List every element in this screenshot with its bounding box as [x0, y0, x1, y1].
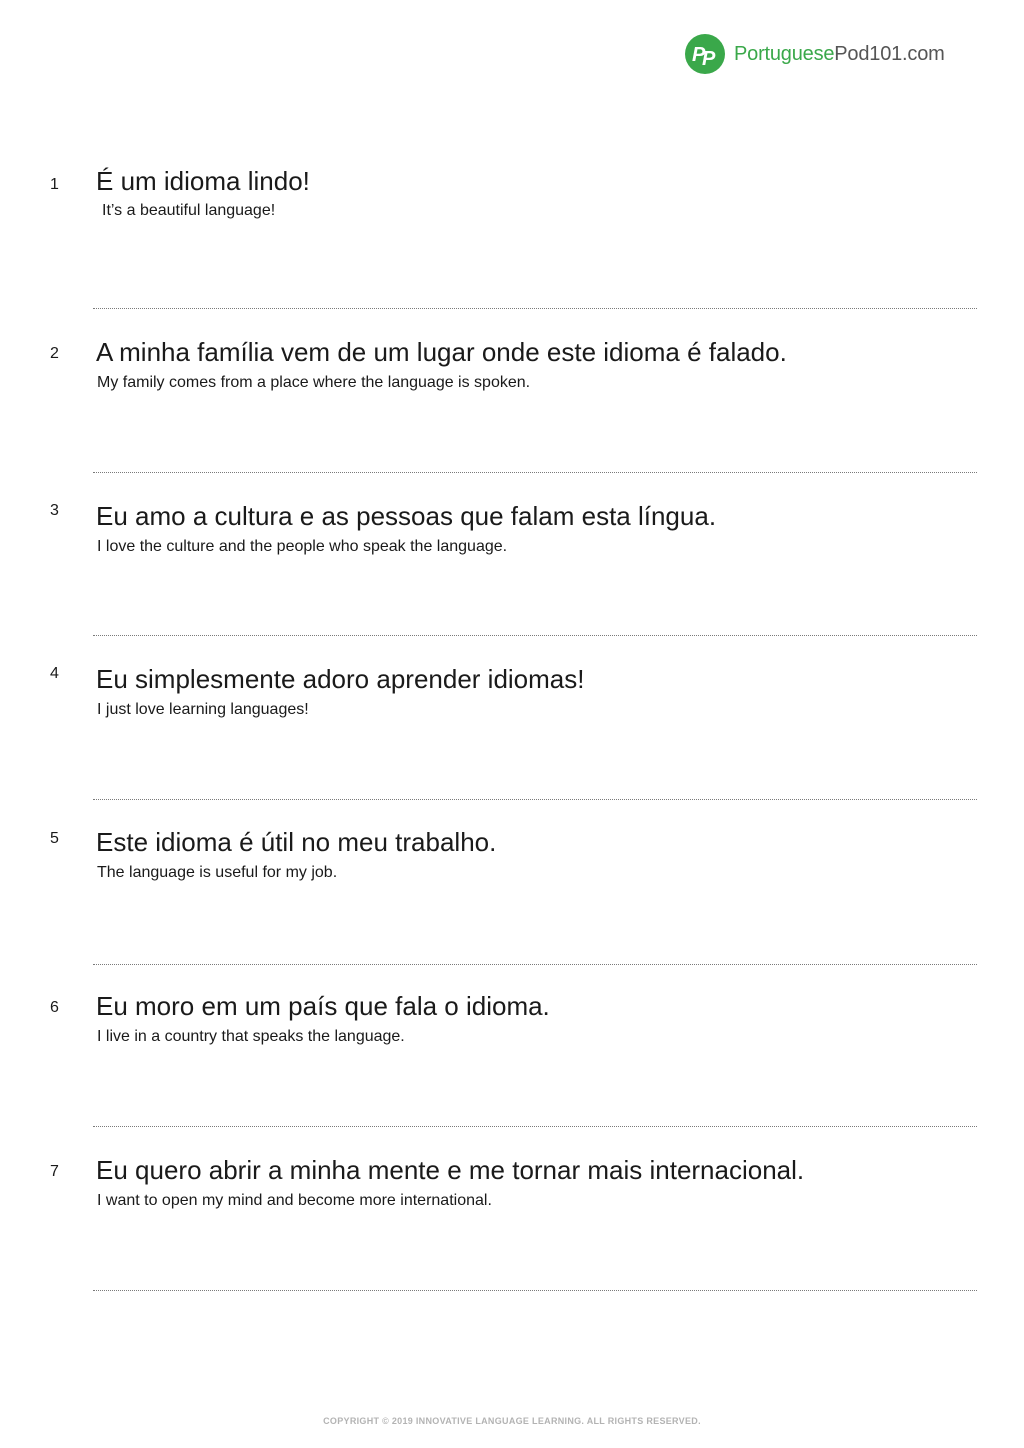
answer-line [93, 1126, 977, 1127]
answer-line [93, 964, 977, 965]
entry-portuguese: É um idioma lindo! [96, 166, 310, 196]
entry-number: 4 [50, 665, 59, 682]
answer-line [93, 308, 977, 309]
entry-english: My family comes from a place where the language is spoken. [97, 374, 531, 391]
entry-portuguese: Este idioma é útil no meu trabalho. [96, 827, 497, 857]
brand-name-part2: Pod101.com [834, 42, 945, 65]
copyright-footer: COPYRIGHT © 2019 INNOVATIVE LANGUAGE LEARNING. ALL RIGHTS RESERVED. [323, 1416, 701, 1426]
answer-line [93, 635, 977, 636]
entry-english: It’s a beautiful language! [102, 202, 276, 219]
entry-number: 1 [50, 176, 59, 193]
entry-english: I just love learning languages! [97, 701, 309, 718]
entry-english: The language is useful for my job. [97, 864, 338, 881]
entry-english: I live in a country that speaks the language. [97, 1028, 405, 1045]
entry-portuguese: Eu amo a cultura e as pessoas que falam esta língua. [96, 501, 717, 531]
svg-text:P: P [692, 44, 706, 66]
entry-portuguese: Eu moro em um país que fala o idioma. [96, 991, 550, 1021]
answer-line [93, 472, 977, 473]
entry-number: 2 [50, 345, 59, 362]
entry-portuguese: Eu simplesmente adoro aprender idiomas! [96, 664, 585, 694]
svg-text:P: P [702, 48, 716, 70]
answer-line [93, 1290, 977, 1291]
entry-english: I want to open my mind and become more international. [97, 1192, 492, 1209]
entry-number: 5 [50, 830, 59, 847]
entry-english: I love the culture and the people who speak the language. [97, 538, 508, 555]
entry-portuguese: A minha família vem de um lugar onde este idioma é falado. [96, 337, 787, 367]
entry-number: 6 [50, 999, 59, 1016]
entry-portuguese: Eu quero abrir a minha mente e me tornar mais internacional. [96, 1155, 805, 1185]
entry-number: 7 [50, 1163, 59, 1180]
brand-name-part1: Portuguese [734, 42, 835, 65]
entry-number: 3 [50, 502, 59, 519]
answer-line [93, 799, 977, 800]
